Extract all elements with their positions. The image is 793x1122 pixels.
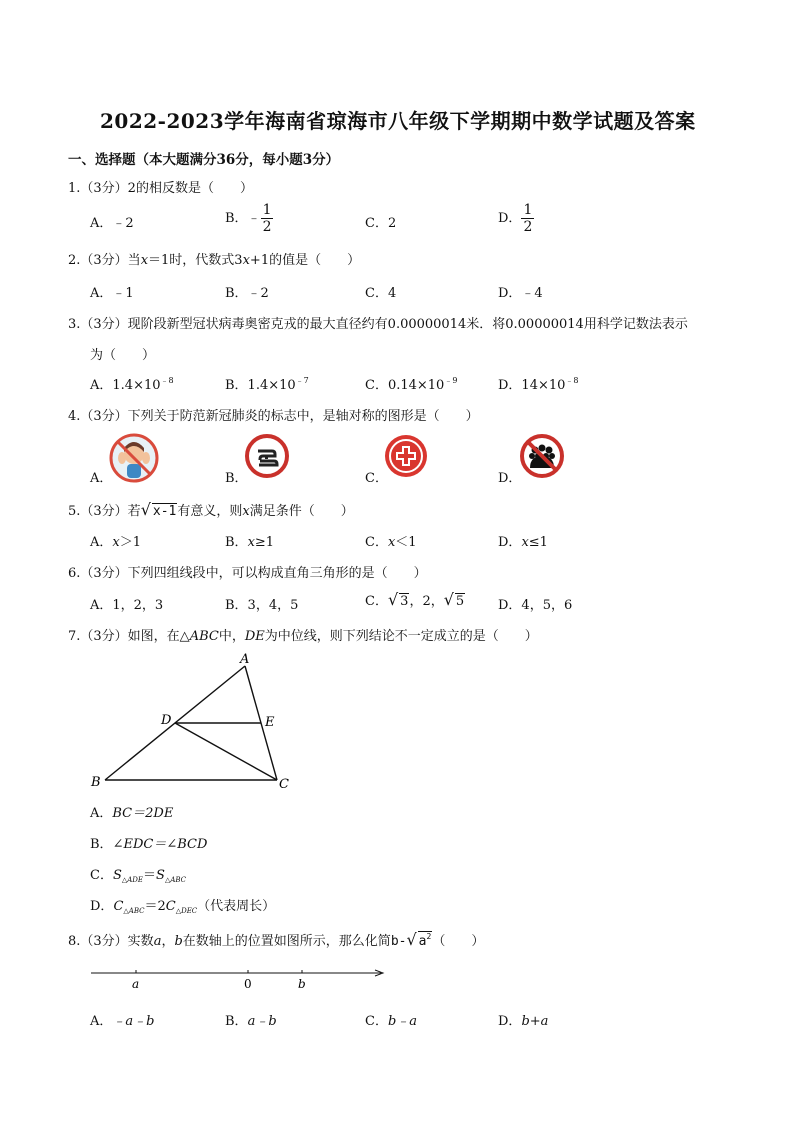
q3-a-exponent: ﹣8 [160, 376, 174, 385]
q8-separator: ， [161, 934, 175, 949]
q5-b-label: B． [225, 535, 248, 550]
q1-d-numerator: 1 [523, 202, 533, 218]
q5-d-label: D． [498, 535, 522, 550]
q5-option-b[interactable] [225, 531, 274, 550]
label-b: b [298, 977, 306, 991]
q3-option-a[interactable] [90, 374, 174, 393]
q8-c-text: b﹣a [387, 1014, 418, 1029]
q5-c-cond: ＜1 [395, 535, 417, 550]
q6-option-c[interactable] [365, 590, 465, 609]
q1-option-a[interactable]: A．﹣2 [90, 216, 134, 231]
q6-option-a[interactable]: A．1，2，3 [90, 598, 164, 613]
q1-b-denominator: 2 [262, 219, 272, 235]
q8-radicand-exponent: 2 [426, 932, 432, 941]
label-a: a [132, 977, 140, 991]
q6-option-d[interactable]: D．4，5，6 [498, 598, 573, 613]
q8-radicand-base: a [418, 934, 427, 949]
q8-var-a: a [153, 934, 162, 949]
q7-c-sub-1: △ADE [121, 876, 144, 884]
q7-d-note: （代表周长） [197, 899, 276, 914]
q5-a-cond: ＞1 [119, 535, 142, 550]
q1-d-denominator: 2 [523, 219, 533, 235]
q8-c-label: C． [365, 1014, 388, 1029]
q7-d-sub-2: △DEC [175, 907, 198, 915]
q5-d-cond: ≤1 [528, 535, 548, 550]
point-label-d: D [161, 713, 172, 728]
q1-option-d-prefix: D． [498, 211, 522, 226]
q8-option-d[interactable] [498, 1010, 548, 1029]
question-5-stem [68, 500, 354, 519]
q8-b-label: B． [225, 1014, 248, 1029]
triangle-diagram [85, 650, 305, 795]
q6-c-middle: ，2， [409, 594, 444, 609]
q7-segment-de: DE [244, 629, 265, 644]
number-line [85, 962, 390, 992]
q2-option-c[interactable]: C．4 [365, 286, 397, 301]
q5-d-var: x [521, 535, 529, 550]
question-4-stem: 4.（3分）下列关于防范新冠肺炎的标志中，是轴对称的图形是（ ） [68, 409, 479, 424]
q7-d-perimeter-2: C [165, 899, 176, 914]
q7-c-area-1: S [112, 868, 122, 883]
q5-b-var: x [247, 535, 255, 550]
question-3-stem-line-2: 为（ ） [90, 348, 156, 363]
question-3-stem-line-1: 3.（3分）现阶段新型冠状病毒奥密克戎的最大直径约有0.00000014米．将0.00000014用科学记数法表示 [68, 317, 688, 332]
section-heading: 一、选择题（本大题满分36分，每小题3分） [68, 152, 340, 168]
q8-option-b[interactable] [225, 1010, 277, 1029]
q5-option-c[interactable] [365, 531, 417, 550]
q7-c-sub-2: △ABC [164, 876, 187, 884]
q4-option-c-label[interactable]: C． [365, 471, 388, 486]
vertex-label-b: B [91, 775, 101, 790]
q7-d-perimeter-1: C [113, 899, 124, 914]
q7-c-equals: ＝ [143, 868, 157, 883]
no-touching-face-icon[interactable] [108, 432, 160, 488]
q8-radicand [418, 931, 433, 949]
q5-option-a[interactable] [90, 531, 141, 550]
q8-stem-part-b: 在数轴上的位置如图所示，那么化简 [182, 934, 391, 949]
question-2-stem [68, 249, 360, 268]
q3-d-exponent: ﹣8 [565, 376, 579, 385]
q7-option-a[interactable] [90, 802, 173, 821]
q5-c-var: x [387, 535, 396, 550]
q7-a-text: BC＝2DE [112, 806, 174, 821]
q1-b-numerator: 1 [262, 202, 272, 218]
q1-option-d-fraction [521, 203, 534, 234]
question-6-stem: 6.（3分）下列四组线段中，可以构成直角三角形的是（ ） [68, 566, 427, 581]
q3-option-c[interactable] [365, 374, 457, 393]
q5-b-cond: ≥1 [254, 535, 275, 550]
q8-stem-part-c: （ ） [432, 934, 485, 949]
q7-c-label: C． [90, 868, 113, 883]
vertex-label-c: C [279, 777, 289, 792]
q5-radicand: x-1 [152, 504, 177, 519]
q2-stem-part-a: 2.（3分）当 [68, 253, 141, 268]
q3-b-base: B．1.4×10 [225, 378, 296, 393]
q1-option-d[interactable] [498, 203, 534, 234]
q5-stem-part-a: 5.（3分）若 [68, 504, 141, 519]
q8-d-text: b+a [521, 1014, 549, 1029]
q7-stem-part-c: 为中位线，则下列结论不一定成立的是（ ） [264, 629, 538, 644]
q5-a-label: A． [90, 535, 113, 550]
sqrt-symbol: √ [443, 590, 454, 609]
q7-d-label: D． [90, 899, 114, 914]
q3-c-base: C．0.14×10 [365, 378, 445, 393]
q3-option-b[interactable] [225, 374, 309, 393]
q8-option-a[interactable] [90, 1010, 154, 1029]
q2-var-x-2: x [242, 253, 250, 268]
q2-option-a[interactable]: A．﹣1 [90, 286, 134, 301]
q6-c-label: C． [365, 594, 388, 609]
q7-option-c[interactable] [90, 864, 186, 884]
q5-stem-part-b: 有意义，则 [177, 504, 243, 519]
q4-option-b-label[interactable]: B． [225, 471, 248, 486]
q1-option-c[interactable]: C．2 [365, 216, 397, 231]
q1-option-b-prefix: B．﹣ [225, 211, 261, 226]
medical-cross-icon[interactable] [384, 434, 428, 482]
q7-option-b[interactable] [90, 833, 207, 852]
segment-dc [175, 723, 277, 780]
point-label-e: E [265, 715, 275, 730]
sqrt-symbol: √ [140, 500, 151, 519]
q7-stem-part-b: 中， [218, 629, 245, 644]
q7-b-text: ∠EDC＝∠BCD [112, 837, 208, 852]
q7-stem-part-a: 7.（3分）如图，在△ [68, 629, 190, 644]
sqrt-symbol: √ [406, 930, 417, 949]
q8-a-label: A． [90, 1014, 113, 1029]
q7-a-label: A． [90, 806, 113, 821]
q4-option-a-label[interactable]: A． [90, 471, 113, 486]
q5-option-d[interactable] [498, 531, 548, 550]
q5-stem-part-c: 满足条件（ ） [249, 504, 354, 519]
q2-option-d[interactable]: D．﹣4 [498, 286, 543, 301]
q3-b-exponent: ﹣7 [295, 376, 309, 385]
sqrt-symbol: √ [387, 590, 399, 609]
q3-d-base: D．14×10 [498, 378, 566, 393]
q4-option-d-label[interactable]: D． [498, 471, 522, 486]
q7-b-label: B． [90, 837, 113, 852]
no-gathering-icon[interactable] [520, 434, 564, 482]
question-7-stem [68, 625, 538, 644]
q7-d-sub-1: △ABC [123, 907, 145, 915]
q1-option-b[interactable] [225, 203, 273, 234]
q2-stem-part-c: +1的值是（ ） [249, 253, 361, 268]
q5-a-var: x [112, 535, 120, 550]
q1-option-b-fraction [261, 203, 274, 234]
question-8-stem [68, 930, 484, 949]
hand-washing-sign-icon[interactable] [245, 434, 289, 482]
q2-stem-part-b: ＝1时，代数式3 [148, 253, 243, 268]
q7-option-d[interactable] [90, 895, 275, 915]
q8-a-text: ﹣a﹣b [112, 1014, 155, 1029]
label-zero: 0 [244, 977, 252, 991]
q7-d-equals: ＝2 [144, 899, 166, 914]
page-title: 2022-2023学年海南省琼海市八年级下学期期中数学试题及答案 [100, 109, 696, 133]
q8-var-b: b [174, 934, 183, 949]
q8-expr-b: b- [390, 934, 407, 949]
q3-a-base: A．1.4×10 [90, 378, 161, 393]
q8-b-text: a﹣b [247, 1014, 277, 1029]
q8-d-label: D． [498, 1014, 522, 1029]
q7-c-area-2: S [156, 868, 165, 883]
q2-var-x: x [140, 253, 149, 268]
q8-option-c[interactable] [365, 1010, 417, 1029]
q6-option-b[interactable]: B．3，4，5 [225, 598, 299, 613]
q6-c-radicand-1: 3 [400, 594, 409, 609]
q3-option-d[interactable] [498, 374, 579, 393]
q8-stem-part-a: 8.（3分）实数 [68, 934, 154, 949]
vertex-label-a: A [240, 652, 250, 667]
q5-c-label: C． [365, 535, 388, 550]
q2-option-b[interactable]: B．﹣2 [225, 286, 269, 301]
q7-triangle-name: ABC [189, 629, 219, 644]
q3-c-exponent: ﹣9 [444, 376, 458, 385]
q5-var-x: x [242, 504, 250, 519]
q6-c-radicand-2: 5 [455, 594, 465, 609]
question-1-stem: 1.（3分）2的相反数是（ ） [68, 181, 253, 196]
